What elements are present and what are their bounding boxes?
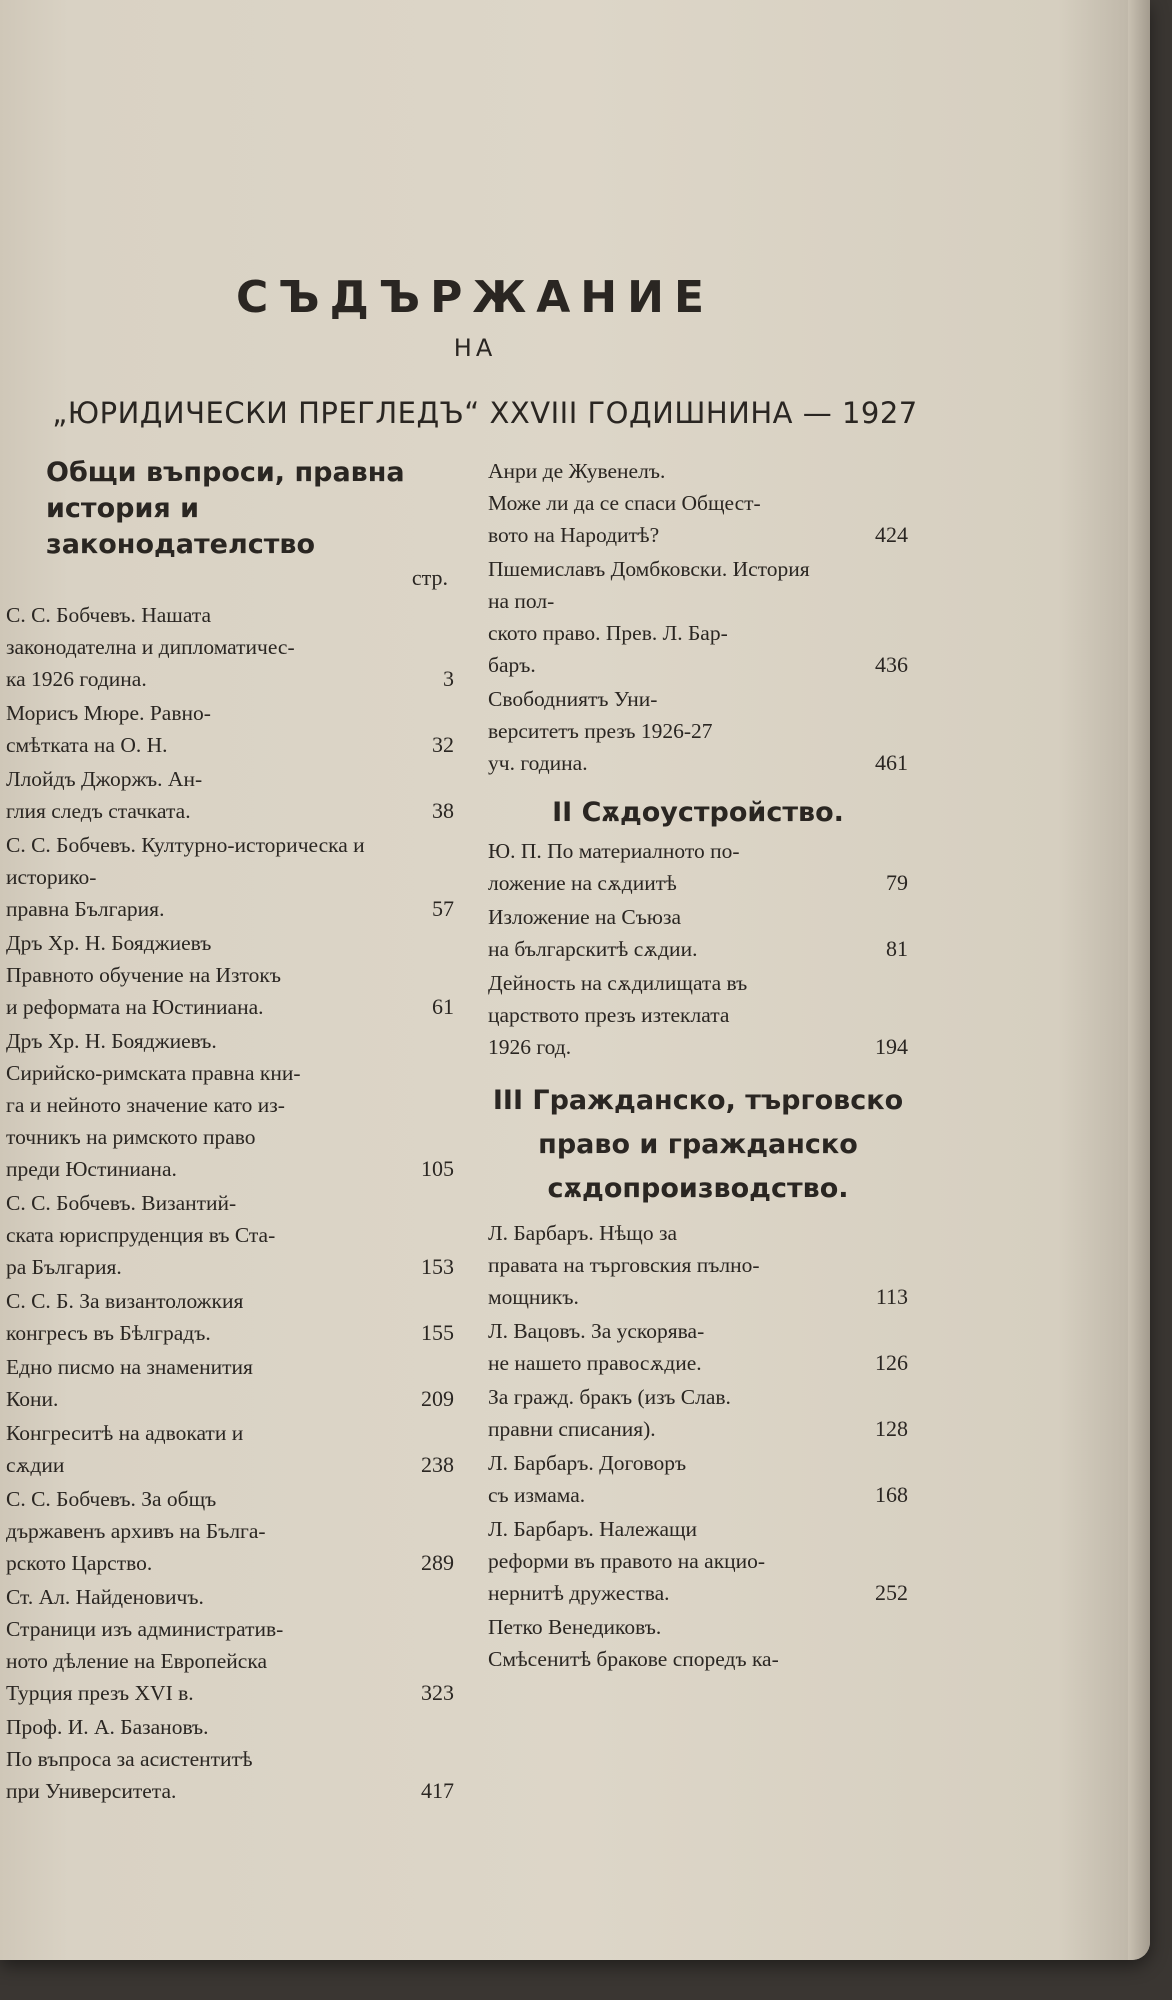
toc-entry-text: С. С. Бобчевъ. Византий- ската юриспруденция въ Ста- ра България. [6, 1191, 276, 1279]
toc-entry-text: Свободниятъ Уни- верситетъ презъ 1926-27 уч. година. [488, 687, 713, 775]
toc-entry [6, 1351, 454, 1415]
toc-entry-text: Л. Вацовъ. За ускорява- не нашето правосѫдие. [488, 1319, 705, 1375]
section-title-general: Общи въпроси, правна история и законодателство [46, 457, 405, 560]
toc-entry-page: 128 [875, 1416, 908, 1441]
toc-entry [6, 1025, 454, 1185]
toc-entry [6, 1581, 454, 1709]
page-edge [1128, 0, 1150, 1960]
toc-entry-text: Дръ Хр. Н. Бояджиевъ Правното обучение на Изтокъ и реформата на Юстиниана. [6, 931, 281, 1019]
toc-entry-page: 113 [875, 1284, 908, 1309]
toc-entry-text: Едно писмо на знаменития Кони. [6, 1355, 253, 1411]
toc-entry-page: 209 [421, 1386, 454, 1411]
right-top-entries [488, 455, 908, 779]
toc-entry-text: Петко Венедиковъ. Смѣсенитѣ бракове споредъ ка- [488, 1615, 779, 1671]
toc-entry [6, 1187, 454, 1283]
toc-entry [6, 697, 454, 761]
toc-entry-text: Л. Барбаръ. Належащи реформи въ правото на акцио- нернитѣ дружества. [488, 1517, 766, 1605]
toc-entry-text: Дейность на сѫдилищата въ царството презъ изтеклата 1926 год. [488, 971, 748, 1059]
courts-entries [488, 835, 908, 1063]
toc-entry [488, 1217, 908, 1313]
toc-entry [6, 1711, 454, 1807]
toc-entry [6, 763, 454, 827]
toc-entry-text: Пшемиславъ Домбковски. История на пол- ското право. Прев. Л. Бар- баръ. [488, 557, 810, 677]
toc-entry-text: С. С. Бобчевъ. Нашата законодателна и дипломатичес- ка 1926 година. [6, 603, 295, 691]
toc-entry-text: Дръ Хр. Н. Бояджиевъ. Сирийско-римската правна кни- га и нейното значение като из- точникъ на римското право преди Юстиниана. [6, 1029, 301, 1181]
toc-entry [6, 927, 454, 1023]
toc-entry-text: Анри де Жувенелъ. Може ли да се спаси Общест- вото на Народитѣ? [488, 459, 761, 547]
toc-entry-text: Л. Барбаръ. Нѣщо за правата на търговския пълно- мощникъ. [488, 1221, 760, 1309]
civil-entries [488, 1217, 908, 1675]
toc-entry-page: 168 [875, 1482, 908, 1507]
toc-entry-text: Ст. Ал. Найденовичъ. Страници изъ административ- ното дѣление на Европейска Турция презъ XVI в. [6, 1585, 284, 1705]
toc-entry-page: 126 [875, 1350, 908, 1375]
toc-entry-page: 153 [421, 1254, 454, 1279]
toc-entry [488, 1513, 908, 1609]
toc-entry-page: 424 [875, 522, 908, 547]
toc-entry [488, 683, 908, 779]
toc-entry-page: 57 [432, 896, 454, 921]
toc-entry-page: 32 [432, 732, 454, 757]
toc-entry-text: Морисъ Мюре. Равно- смѣтката на О. Н. [6, 701, 211, 757]
toc-entry-text: Проф. И. А. Базановъ. По въпроса за асистентитѣ при Университета. [6, 1715, 253, 1803]
toc-entry-page: 194 [875, 1034, 908, 1059]
left-column [6, 455, 454, 1809]
toc-entry [488, 455, 908, 551]
toc-entry-text: Л. Барбаръ. Договоръ съ измама. [488, 1451, 687, 1507]
toc-entry-page: 461 [875, 750, 908, 775]
toc-entry-text: С. С. Б. За византоложкия конгресъ въ Бѣлградъ. [6, 1289, 244, 1345]
toc-entry [488, 553, 908, 681]
toc-entry-page: 38 [432, 798, 454, 823]
toc-entry-page: 155 [421, 1320, 454, 1345]
toc-entry-page: 3 [443, 666, 454, 691]
toc-entry-page: 323 [421, 1680, 454, 1705]
toc-entry [488, 835, 908, 899]
toc-entry-page: 289 [421, 1550, 454, 1575]
toc-entry-text: Изложение на Съюза на българскитѣ сѫдии. [488, 905, 698, 961]
toc-entry-text: За гражд. бракъ (изъ Слав. правни списания). [488, 1385, 731, 1441]
toc-entry [6, 1417, 454, 1481]
toc-entry-page: 417 [421, 1778, 454, 1803]
right-column [488, 455, 908, 1677]
toc-entry-text: С. С. Бобчевъ. Културно-историческа и историко- правна България. [6, 833, 365, 921]
toc-entry-page: 61 [432, 994, 454, 1019]
toc-entry-page: 238 [421, 1452, 454, 1477]
toc-entry [488, 1315, 908, 1379]
toc-entry [488, 1611, 908, 1675]
toc-entry [6, 599, 454, 695]
toc-entry-page: 436 [875, 652, 908, 677]
toc-entry [488, 967, 908, 1063]
page-title: СЪДЪРЖАНИЕ [235, 272, 715, 323]
toc-entry-page: 252 [875, 1580, 908, 1605]
toc-entry-text: С. С. Бобчевъ. За общъ държавенъ архивъ на Бълга- рското Царство. [6, 1487, 266, 1575]
toc-entry-page: 79 [886, 870, 908, 895]
toc-entry [488, 901, 908, 965]
toc-entry [488, 1447, 908, 1511]
toc-entry-page: 105 [421, 1156, 454, 1181]
toc-entry-text: Конгреситѣ на адвокати и сѫдии [6, 1421, 244, 1477]
page-label: стр. [411, 565, 448, 590]
left-entries [6, 599, 454, 1807]
toc-entry [6, 1483, 454, 1579]
toc-entry [6, 829, 454, 925]
toc-entry [488, 1381, 908, 1445]
toc-entry-text: Ю. П. По материалното по- ложение на сѫдиитѣ [488, 839, 740, 895]
toc-entry [6, 1285, 454, 1349]
toc-entry-text: Ллойдъ Джоржъ. Ан- глия следъ стачката. [6, 767, 203, 823]
toc-entry-page: 81 [886, 936, 908, 961]
section-title-courts: II Сѫдоустройство. [552, 797, 844, 828]
journal-subtitle: „ЮРИДИЧЕСКИ ПРЕГЛЕДЪ“ XXVIII ГОДИШНИНА — 1927 [52, 396, 918, 430]
section-title-civil: III Гражданско, търговско право и гражданско сѫдопроизводство. [492, 1085, 904, 1204]
title-connector: НА [453, 334, 497, 362]
